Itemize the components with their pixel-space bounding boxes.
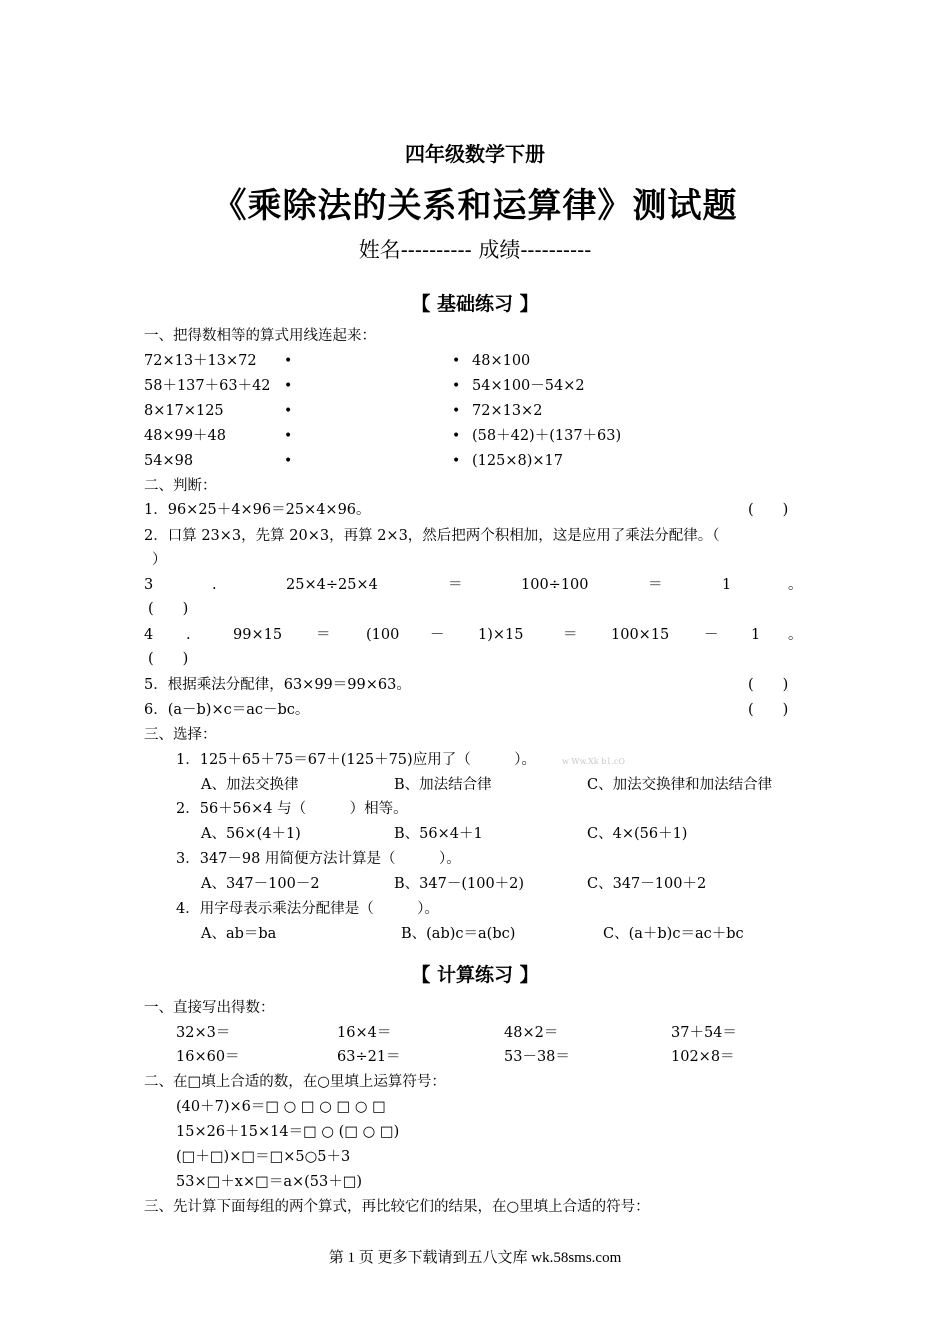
judge-answer-box[interactable]: ( ) <box>148 601 189 617</box>
choice-q1-option-a[interactable]: A、加法交换律 <box>201 777 299 793</box>
match-right-4: (58＋42)＋(137＋63) <box>472 428 622 444</box>
calc-item: 63÷21＝ <box>337 1049 401 1065</box>
judge-q4-part: 1 <box>751 627 761 643</box>
fill-line[interactable]: (□＋□)×□＝□×5○5＋3 <box>176 1149 351 1165</box>
judge-q3-part: 100÷100 <box>521 577 589 593</box>
judge-q4-part: 100×15 <box>611 627 670 643</box>
choice-q1-option-b[interactable]: B、加法结合律 <box>394 777 492 793</box>
match-left-2: 58＋137＋63＋42 <box>144 378 271 394</box>
calc2-title: 二、在□填上合适的数，在○里填上运算符号： <box>144 1074 446 1090</box>
match-dot-right[interactable]: • <box>452 378 461 394</box>
choice-q2-option-a[interactable]: A、56×(4＋1) <box>201 826 301 842</box>
judge-q3-part: 3 <box>144 577 154 593</box>
part3-title: 三、选择： <box>144 727 217 743</box>
judge-answer-box[interactable]: ( ) <box>148 651 189 667</box>
judge-q4-part: － <box>704 627 719 643</box>
choice-q3-option-a[interactable]: A、347－100－2 <box>201 876 320 892</box>
calc1-title: 一、直接写出得数： <box>144 1000 275 1016</box>
judge-q3-part: ＝ <box>448 577 463 593</box>
judge-q4-part: 4 <box>144 627 154 643</box>
choice-q3-option-b[interactable]: B、347－(100＋2) <box>394 876 525 892</box>
choice-q3: 3．347－98 用简便方法计算是（ ）。 <box>176 851 461 867</box>
match-left-5: 54×98 <box>144 453 194 469</box>
judge-q4-part: ＝ <box>563 627 578 643</box>
match-dot-left[interactable]: • <box>284 428 293 444</box>
fill-line[interactable]: 53×□＋x×□＝a×(53＋□) <box>176 1174 363 1190</box>
choice-q4: 4．用字母表示乘法分配律是（ ）。 <box>176 901 439 917</box>
choice-q4-option-a[interactable]: A、ab＝ba <box>201 926 277 942</box>
match-left-1: 72×13＋13×72 <box>144 353 257 369</box>
judge-q3-part: . <box>212 577 217 593</box>
name-score-line: 姓名---------- 成绩---------- <box>358 238 592 262</box>
judge-q4-part: － <box>430 627 445 643</box>
calc-item: 16×4＝ <box>337 1025 392 1041</box>
choice-q1: 1．125＋65＋75＝67＋(125＋75)应用了（ ）。 <box>176 752 536 768</box>
match-right-2: 54×100－54×2 <box>472 378 585 394</box>
calc-item: 16×60＝ <box>176 1049 240 1065</box>
match-dot-right[interactable]: • <box>452 353 461 369</box>
judge-q2-close[interactable]: ） <box>152 552 167 568</box>
fill-line[interactable]: (40＋7)×6＝□ ○ □ ○ □ ○ □ <box>176 1099 386 1115</box>
match-dot-left[interactable]: • <box>284 378 293 394</box>
match-right-1: 48×100 <box>472 353 531 369</box>
calc3-title: 三、先计算下面每组的两个算式，再比较它们的结果，在○里填上合适的符号： <box>144 1199 650 1215</box>
match-dot-right[interactable]: • <box>452 403 461 419</box>
judge-q3-part: 。 <box>788 577 803 593</box>
judge-q2: 2．口算 23×3，先算 20×3，再算 2×3，然后把两个积相加，这是应用了乘法分配律。（ <box>144 528 720 544</box>
part2-title: 二、判断： <box>144 478 217 494</box>
judge-answer-box[interactable]: ( ) <box>748 677 789 693</box>
match-dot-left[interactable]: • <box>284 403 293 419</box>
choice-q4-option-c[interactable]: C、(a＋b)c＝ac＋bc <box>603 926 744 942</box>
choice-q4-option-b[interactable]: B、(ab)c＝a(bc) <box>401 926 516 942</box>
page-footer: 第 1 页 更多下载请到五八文库 wk.58sms.com <box>328 1250 622 1266</box>
fill-line[interactable]: 15×26＋15×14＝□ ○ (□ ○ □) <box>176 1124 400 1140</box>
part1-title: 一、把得数相等的算式用线连起来： <box>144 328 376 344</box>
judge-q6: 6．(a－b)×c＝ac－bc。 <box>144 702 310 718</box>
calc-item: 48×2＝ <box>504 1025 559 1041</box>
choice-q2: 2．56＋56×4 与（ ）相等。 <box>176 801 408 817</box>
match-right-3: 72×13×2 <box>472 403 543 419</box>
calc-item: 102×8＝ <box>671 1049 735 1065</box>
page-title: 《乘除法的关系和运算律》测试题 <box>212 186 738 226</box>
match-dot-right[interactable]: • <box>452 453 461 469</box>
match-dot-left[interactable]: • <box>284 453 293 469</box>
calc-item: 37＋54＝ <box>671 1025 737 1041</box>
section-calc-heading: 【 计算练习 】 <box>411 964 539 986</box>
judge-q4-part: 。 <box>788 627 803 643</box>
grade-heading: 四年级数学下册 <box>405 142 545 166</box>
calc-item: 53－38＝ <box>504 1049 570 1065</box>
judge-q3-part: 25×4÷25×4 <box>286 577 378 593</box>
judge-q5: 5．根据乘法分配律，63×99＝99×63。 <box>144 677 411 693</box>
judge-answer-box[interactable]: ( ) <box>748 502 789 518</box>
judge-q4-part: 99×15 <box>233 627 283 643</box>
judge-q4-part: (100 <box>366 627 400 643</box>
watermark: w Ww.Xk b1.cO <box>562 757 625 766</box>
match-dot-right[interactable]: • <box>452 428 461 444</box>
judge-q3-part: 1 <box>722 577 732 593</box>
judge-q4-part: . <box>186 627 191 643</box>
choice-q3-option-c[interactable]: C、347－100＋2 <box>587 876 707 892</box>
judge-q1: 1．96×25＋4×96＝25×4×96。 <box>144 502 371 518</box>
choice-q2-option-b[interactable]: B、56×4＋1 <box>394 826 483 842</box>
match-dot-left[interactable]: • <box>284 353 293 369</box>
calc-item: 32×3＝ <box>176 1025 231 1041</box>
match-left-3: 8×17×125 <box>144 403 224 419</box>
judge-q3-part: ＝ <box>648 577 663 593</box>
choice-q2-option-c[interactable]: C、4×(56＋1) <box>587 826 688 842</box>
match-left-4: 48×99＋48 <box>144 428 227 444</box>
judge-q4-part: ＝ <box>316 627 331 643</box>
choice-q1-option-c[interactable]: C、加法交换律和加法结合律 <box>587 777 773 793</box>
judge-answer-box[interactable]: ( ) <box>748 702 789 718</box>
judge-q4-part: 1)×15 <box>478 627 524 643</box>
match-right-5: (125×8)×17 <box>472 453 563 469</box>
section-basic-heading: 【 基础练习 】 <box>411 293 539 315</box>
